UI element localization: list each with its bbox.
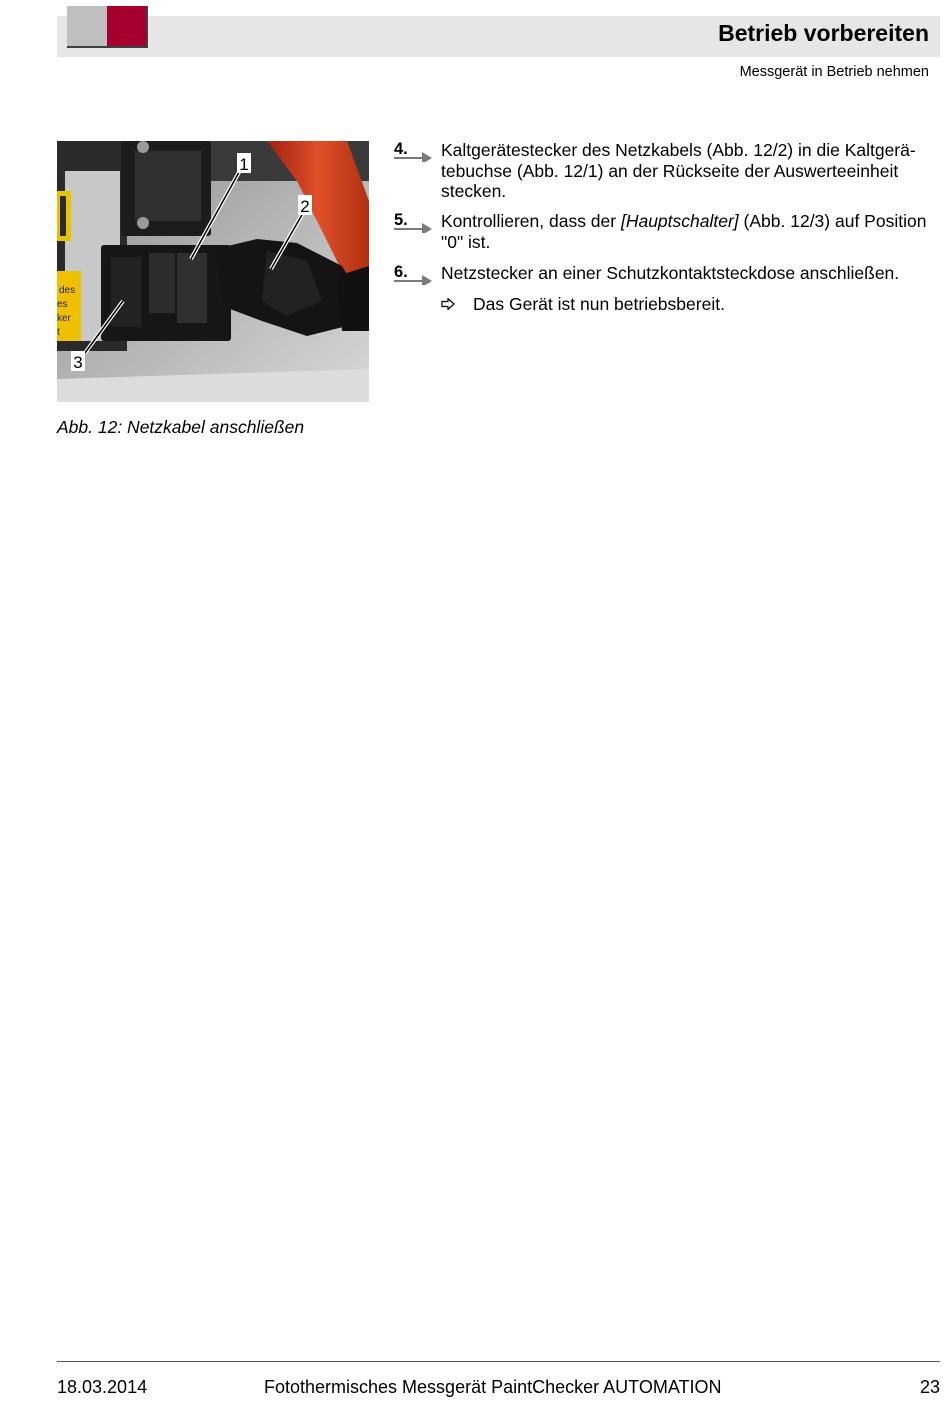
logo-shadow-line: [67, 46, 148, 48]
step-text-part: Kontrollieren, dass der: [441, 211, 621, 231]
result-text: Das Gerät ist nun betriebsbereit.: [473, 294, 725, 314]
step-text: [441, 211, 941, 252]
callout-2: 2: [300, 197, 310, 216]
step-text: Netzstecker an einer Schutzkontaktsteckdose anschließen.: [441, 263, 900, 283]
logo-shadow-line-vertical: [146, 6, 148, 48]
footer-divider: [57, 1361, 940, 1362]
step-number: 5.: [394, 211, 408, 229]
section-title: Messgerät in Betrieb nehmen: [739, 64, 929, 80]
step-arrow-icon: [394, 221, 434, 233]
page-number: 23: [919, 1377, 940, 1397]
warning-label-fragment: es: [57, 299, 68, 310]
footer-title: Fotothermisches Messgerät PaintChecker AUTOMATION: [264, 1377, 722, 1397]
figure-power-cable-photo: [57, 141, 369, 402]
warning-label-fragment: des: [59, 285, 76, 296]
figure-caption: Abb. 12: Netzkabel anschließen: [57, 417, 305, 437]
step-arrow-icon: [394, 273, 434, 285]
step-text: Kaltgerätestecker des Netzkabels (Abb. 12/2) in die Kaltgerätebuchse (Abb. 12/1) an der Rückseite der Auswerteeinheit stecken.: [441, 140, 916, 201]
warning-label-fragment: ker: [57, 313, 71, 324]
chapter-title: Betrieb vorbereiten: [718, 20, 929, 46]
step-arrow-icon: [394, 150, 434, 162]
callout-1: 1: [239, 155, 249, 174]
ui-element-reference: [Hauptschalter]: [620, 211, 739, 231]
footer-date: 18.03.2014: [57, 1377, 148, 1397]
logo-gray-block: [67, 6, 107, 47]
callout-3: 3: [73, 353, 83, 372]
step-text-part: (Abb. 12/3) auf Position "0" ist.: [441, 211, 927, 252]
result-arrow-icon: [441, 298, 455, 310]
warning-label-fragment: t: [57, 327, 60, 338]
step-number: 6.: [394, 263, 408, 281]
step-number: 4.: [394, 140, 408, 158]
logo-red-block: [107, 6, 147, 47]
